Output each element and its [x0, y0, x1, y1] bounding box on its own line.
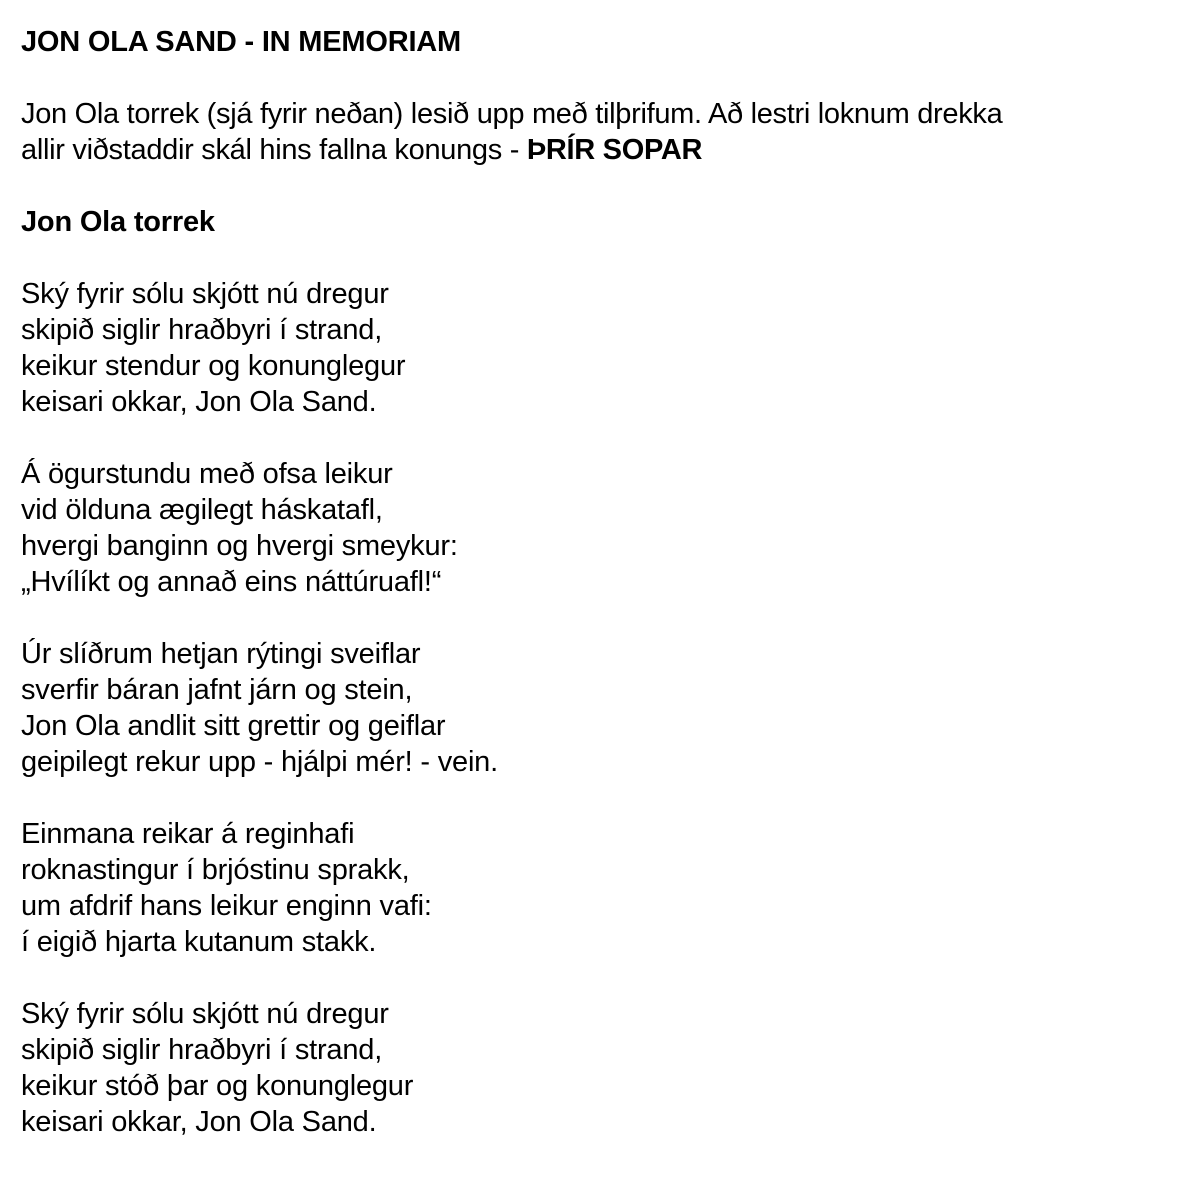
intro-line-1: Jon Ola torrek (sjá fyrir neðan) lesið upp með tilþrifum. Að lestri loknum drekka	[21, 98, 1003, 130]
poem-line: keisari okkar, Jon Ola Sand.	[21, 386, 377, 418]
intro-paragraph	[21, 96, 1191, 168]
poem-line: Úr slíðrum hetjan rýtingi sveiflar	[21, 638, 421, 670]
stanza-5	[21, 996, 1191, 1140]
poem-title: Jon Ola torrek	[21, 206, 215, 238]
poem-line: keikur stóð þar og konunglegur	[21, 1070, 414, 1102]
intro-line-2: allir viðstaddir skál hins fallna konungs -	[21, 134, 527, 166]
poem-line: keisari okkar, Jon Ola Sand.	[21, 1106, 377, 1138]
poem-line: hvergi banginn og hvergi smeykur:	[21, 530, 458, 562]
document-title: JON OLA SAND - IN MEMORIAM	[21, 26, 461, 58]
stanza-4	[21, 816, 1191, 960]
stanza-2	[21, 456, 1191, 600]
poem-line: í eigið hjarta kutanum stakk.	[21, 926, 377, 958]
document-page	[21, 24, 1191, 1140]
stanza-3	[21, 636, 1191, 780]
poem-line: Einmana reikar á reginhafi	[21, 818, 355, 850]
poem-line: keikur stendur og konunglegur	[21, 350, 406, 382]
poem-line: Á ögurstundu með ofsa leikur	[21, 458, 393, 490]
poem-line: geipilegt rekur upp - hjálpi mér! - vein.	[21, 746, 498, 778]
poem-line: vid ölduna ægilegt háskatafl,	[21, 494, 383, 526]
poem-line: Jon Ola andlit sitt grettir og geiflar	[21, 710, 446, 742]
stanza-1	[21, 276, 1191, 420]
poem-line: sverfir báran jafnt járn og stein,	[21, 674, 413, 706]
poem-line: um afdrif hans leikur enginn vafi:	[21, 890, 432, 922]
poem-line: Ský fyrir sólu skjótt nú dregur	[21, 998, 389, 1030]
poem-line: „Hvílíkt og annað eins náttúruafl!“	[21, 566, 442, 598]
poem-line: Ský fyrir sólu skjótt nú dregur	[21, 278, 389, 310]
intro-emphasis: ÞRÍR SOPAR	[526, 134, 703, 166]
poem-line: roknastingur í brjóstinu sprakk,	[21, 854, 410, 886]
poem-line: skipið siglir hraðbyri í strand,	[21, 314, 383, 346]
poem-line: skipið siglir hraðbyri í strand,	[21, 1034, 383, 1066]
